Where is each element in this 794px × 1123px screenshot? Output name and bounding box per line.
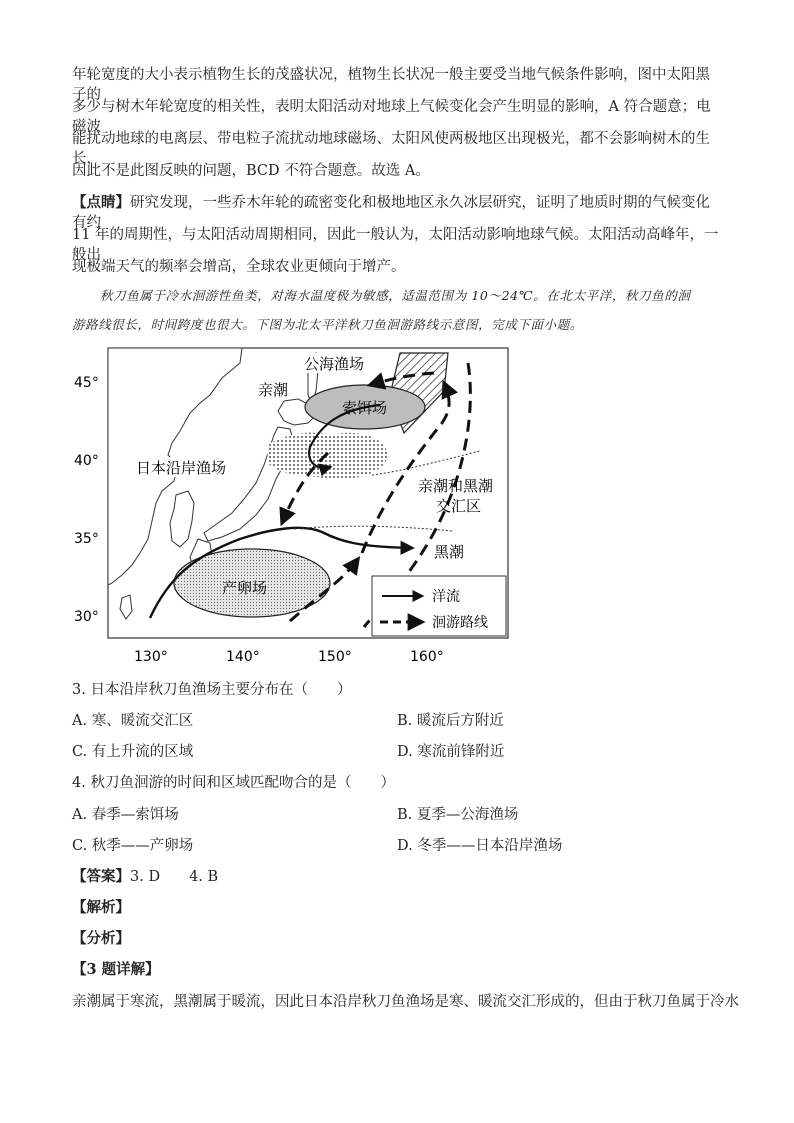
coastal-fishery-label: 日本沿岸渔场 bbox=[136, 459, 227, 477]
coastal-fishery-area bbox=[267, 433, 387, 480]
option-3b: B. 暖流后方附近 bbox=[397, 713, 504, 729]
tip-tag: 【点睛】 bbox=[72, 194, 130, 211]
convergence-zone-label: 亲潮和黑潮 bbox=[418, 477, 494, 495]
lon-label: 130° bbox=[134, 649, 168, 665]
analysis-heading: 【解析】 bbox=[72, 899, 130, 916]
lat-label: 45° bbox=[74, 375, 99, 391]
saury-migration-map bbox=[72, 343, 528, 665]
option-4d: D. 冬季——日本沿岸渔场 bbox=[397, 838, 563, 854]
answer-value: 3. D 4. B bbox=[130, 869, 219, 885]
convergence-zone-label: 交汇区 bbox=[436, 497, 482, 515]
detail-text: 亲潮属于寒流，黑潮属于暖流，因此日本沿岸秋刀鱼渔场是寒、暖流交汇形成的，但由于秋刀鱼属于冷水 bbox=[72, 994, 739, 1010]
feeding-ground-label: 索饵场 bbox=[342, 399, 388, 417]
question-3: 3. 日本沿岸秋刀鱼渔场主要分布在（ ） bbox=[72, 682, 352, 698]
explanation-line: 多少与树木年轮宽度的相关性，表明太阳活动对地球上气候变化会产生明显的影响，A 符合题意；电磁波 bbox=[72, 99, 711, 135]
intro-line: 秋刀鱼属于冷水洄游性鱼类，对海水温度极为敏感，适温范围为 10～24℃。在北太平洋，秋刀鱼的洄 bbox=[100, 288, 691, 303]
intro-line: 游路线很长，时间跨度也很大。下图为北太平洋秋刀鱼洄游路线示意图，完成下面小题。 bbox=[72, 317, 583, 332]
explanation-line: 年轮宽度的大小表示植物生长的茂盛状况，植物生长状况一般主要受当地气候条件影响，图中太阳黑子的 bbox=[72, 67, 710, 103]
tip-text: 研究发现，一些乔木年轮的疏密变化和极地地区永久冰层研究，证明了地质时期的气候变化有约 bbox=[72, 195, 710, 231]
option-3a: A. 寒、暖流交汇区 bbox=[72, 713, 194, 729]
option-4c: C. 秋季——产卵场 bbox=[72, 838, 194, 854]
option-3c: C. 有上升流的区域 bbox=[72, 744, 194, 760]
lon-label: 160° bbox=[410, 649, 444, 665]
tip-line: 11 年的周期性，与太阳活动周期相同，因此一般认为，太阳活动影响地球气候。太阳活动高峰年，一般出 bbox=[72, 227, 719, 263]
lat-label: 30° bbox=[74, 609, 99, 625]
explanation-line: 因此不是此图反映的问题，BCD 不符合题意。故选 A。 bbox=[72, 163, 430, 179]
option-4a: A. 春季—索饵场 bbox=[72, 807, 179, 823]
oyashio-label: 亲潮 bbox=[258, 381, 289, 399]
q3-detail-heading: 【3 题详解】 bbox=[72, 961, 160, 978]
tip-line: 现极端天气的频率会增高，全球农业更倾向于增产。 bbox=[72, 259, 406, 275]
lon-label: 150° bbox=[318, 649, 352, 665]
kuroshio-label: 黑潮 bbox=[434, 543, 465, 561]
spawning-ground-label: 产卵场 bbox=[222, 579, 268, 597]
answer-line bbox=[72, 867, 218, 887]
map-legend bbox=[372, 576, 506, 636]
question-4: 4. 秋刀鱼洄游的时间和区域匹配吻合的是（ ） bbox=[72, 775, 395, 791]
lon-label: 140° bbox=[226, 649, 260, 665]
lat-label: 35° bbox=[74, 531, 99, 547]
legend-route-label: 洄游路线 bbox=[432, 615, 488, 631]
lat-label: 40° bbox=[74, 453, 99, 469]
option-3d: D. 寒流前锋附近 bbox=[397, 744, 505, 760]
answer-tag: 【答案】 bbox=[72, 868, 130, 885]
breakdown-heading: 【分析】 bbox=[72, 930, 130, 947]
explanation-line: 能扰动地球的电离层、带电粒子流扰动地球磁场、太阳风使两极地区出现极光，都不会影响树木的生长， bbox=[72, 131, 710, 167]
high-sea-fishery-label: 公海渔场 bbox=[304, 355, 365, 373]
legend-current-label: 洋流 bbox=[432, 589, 460, 605]
option-4b: B. 夏季—公海渔场 bbox=[397, 807, 519, 823]
